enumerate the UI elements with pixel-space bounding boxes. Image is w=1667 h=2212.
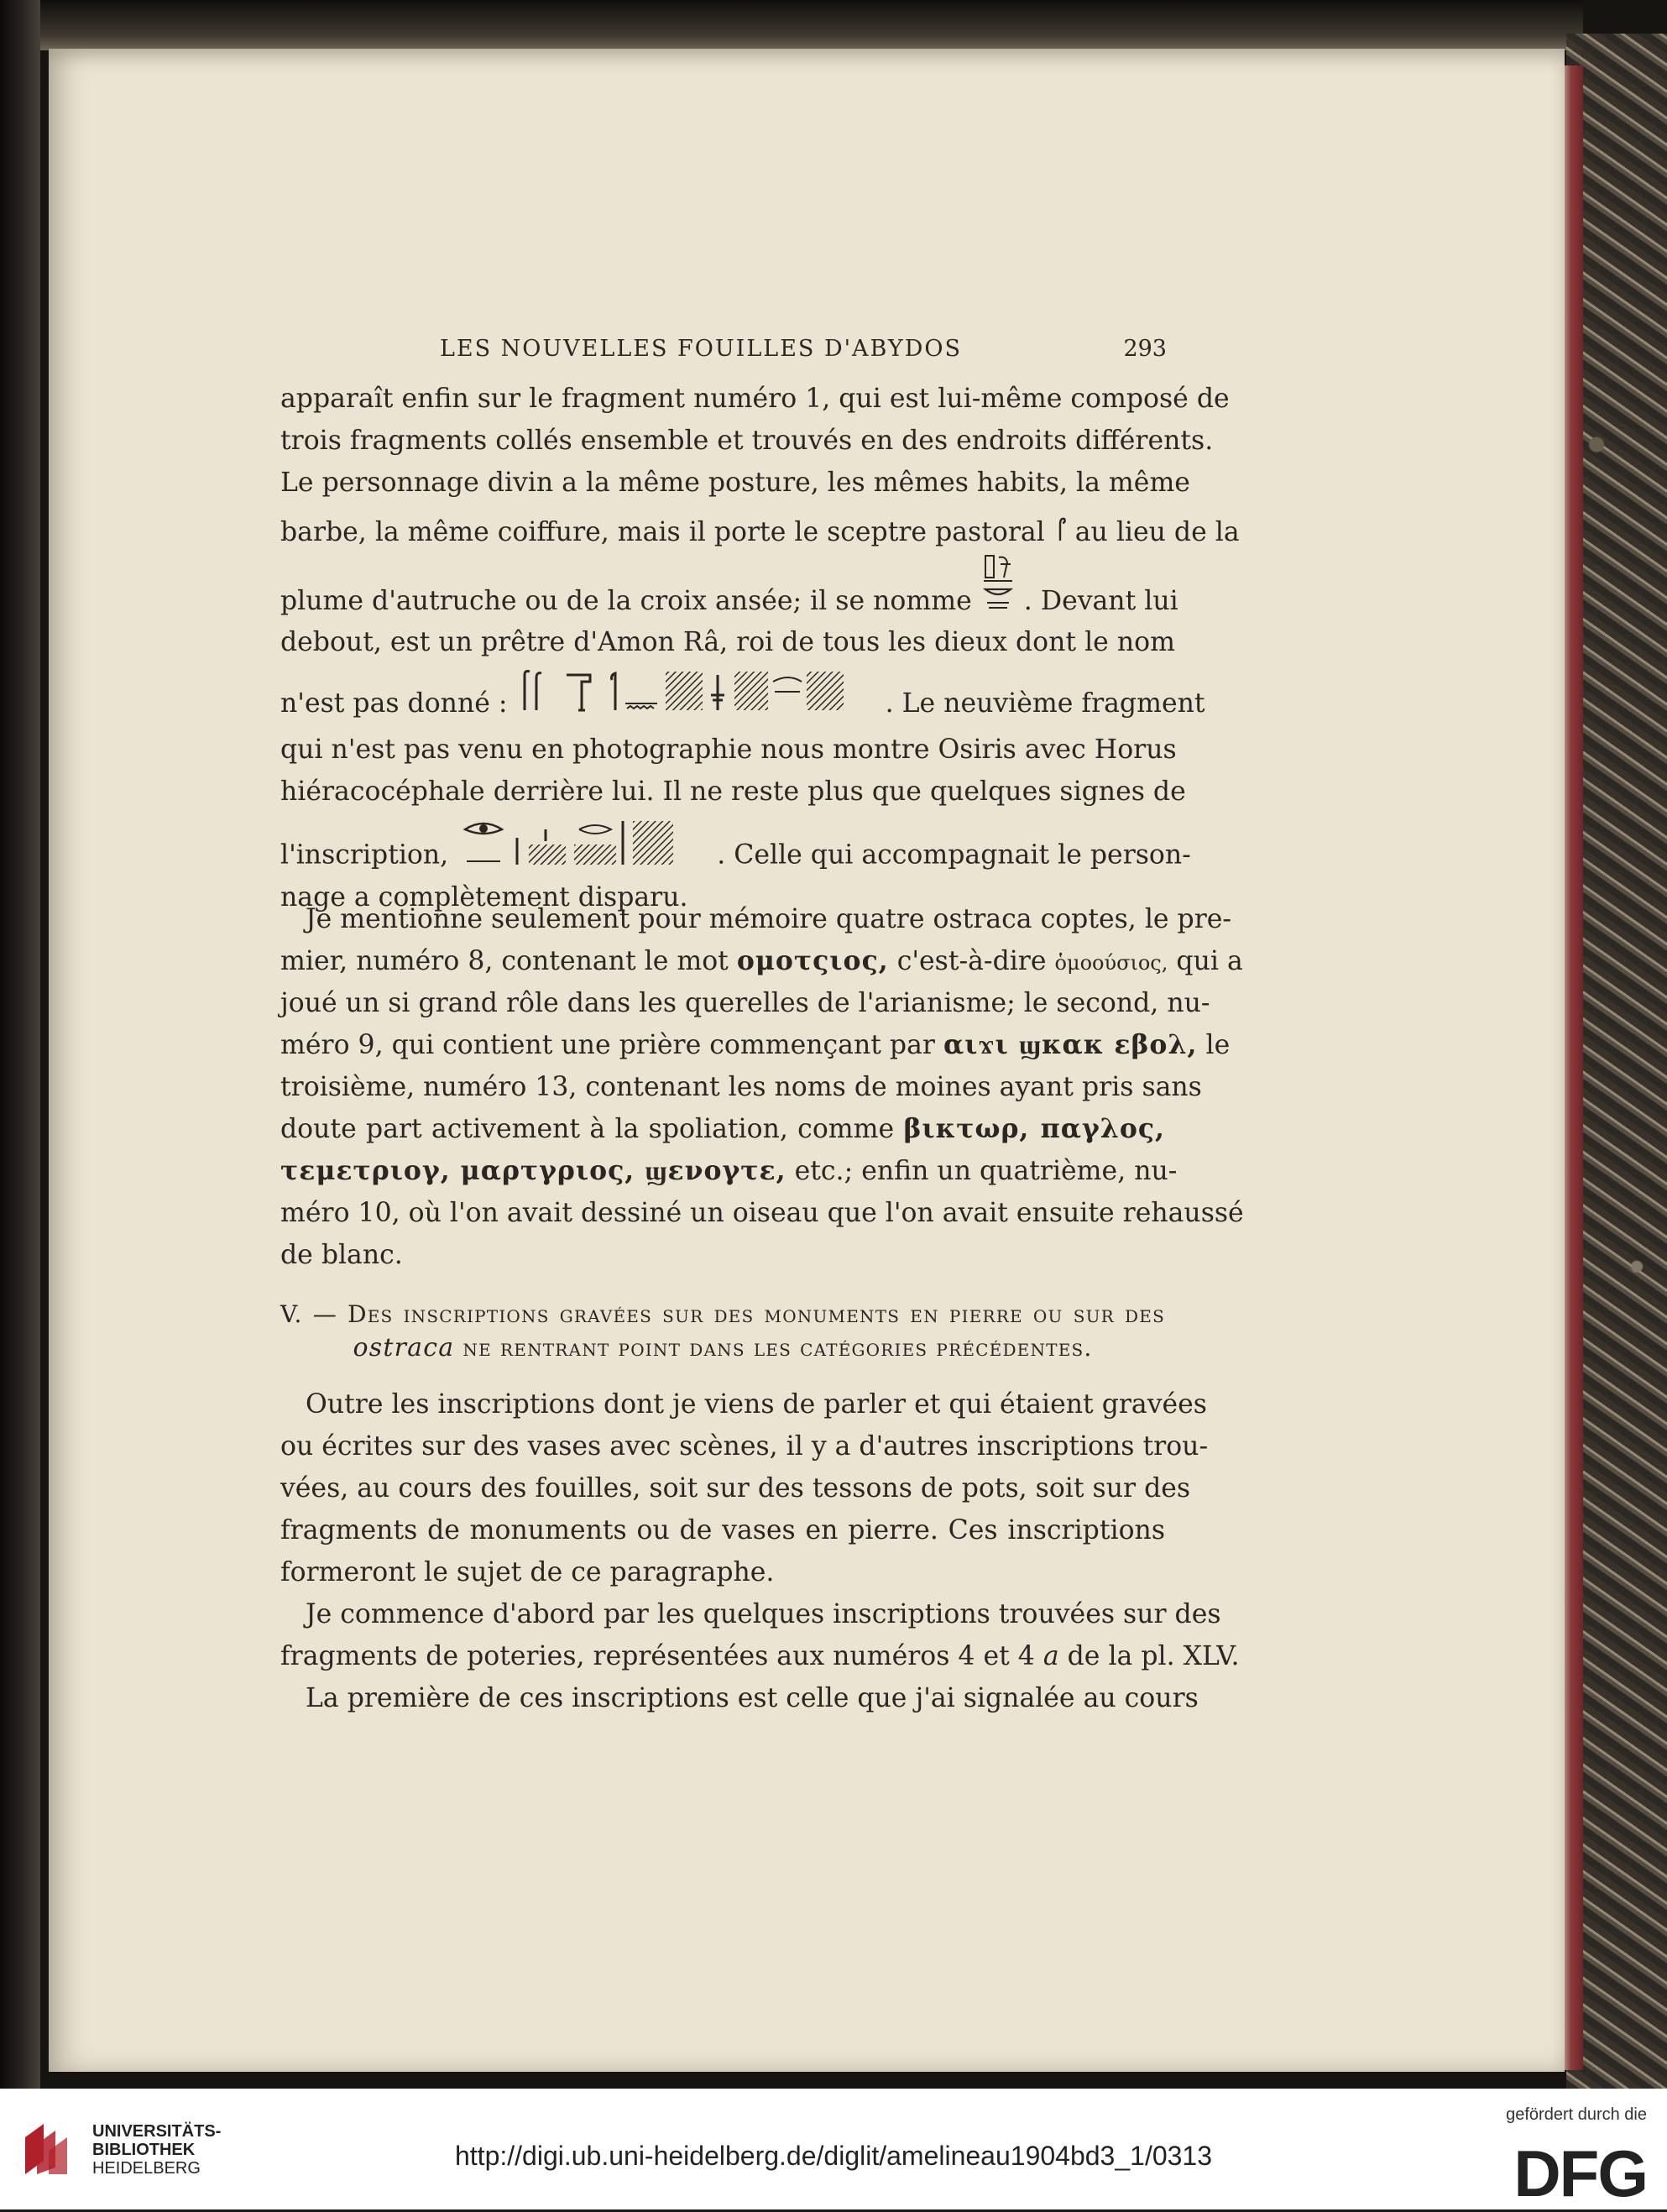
text-line <box>280 940 1243 982</box>
text-line: Je commence d'abord par les quelques inscriptions trouvées sur des <box>306 1599 1221 1629</box>
section-heading-line: V. — Des inscriptions gravées sur des monuments en pierre ou sur des <box>280 1300 1165 1328</box>
book-spine-shadow <box>0 0 40 2089</box>
text-span: mier, numéro 8, contenant le mot <box>280 946 729 976</box>
text-span: etc.; enfin un quatrième, nu- <box>794 1156 1178 1186</box>
text-line: hiéracocéphale derrière lui. Il ne reste plus que quelques signes de <box>280 777 1186 807</box>
section-heading-line <box>280 1331 1165 1365</box>
text-line: fragments de monuments ou de vases en pierre. Ces inscriptions <box>280 1515 1165 1545</box>
text-line: de blanc. <box>280 1240 403 1270</box>
text-span: . Devant lui <box>1023 586 1178 616</box>
text-span: le <box>1205 1030 1231 1060</box>
text-line: trois fragments collés ensemble et trouvés en des endroits différents. <box>280 426 1214 456</box>
text-span: doute part activement à la spoliation, comme <box>280 1114 895 1144</box>
text-line: debout, est un prêtre d'Amon Râ, roi de tous les dieux dont le nom <box>280 627 1175 657</box>
section-heading <box>280 1298 1165 1365</box>
book-top-edge <box>40 0 1583 50</box>
text-line: La première de ces inscriptions est celle que j'ai signalée au cours <box>306 1683 1199 1713</box>
text-span: fragments de poteries, représentées aux numéros 4 et 4 <box>280 1641 1035 1671</box>
library-name-line: UNIVERSITÄTS- <box>92 2122 222 2141</box>
text-line <box>280 504 1240 561</box>
greek-word: ὁμοούσιος, <box>1054 951 1168 975</box>
text-line: méro 10, où l'on avait dessiné un oiseau que l'on avait ensuite rehaussé <box>280 1198 1244 1228</box>
text-line <box>280 1024 1231 1066</box>
text-span: plume d'autruche ou de la croix ansée; il se nomme <box>280 586 972 616</box>
paragraph-1-continued <box>280 554 1205 918</box>
text-line: troisième, numéro 13, contenant les noms de moines ayant pris sans <box>280 1072 1202 1102</box>
text-line: Le personnage divin a la même posture, les mêmes habits, la même <box>280 468 1190 498</box>
paragraph-4 <box>280 1593 1240 1719</box>
text-span: au lieu de la <box>1074 517 1240 547</box>
page-number: 293 <box>1123 336 1167 362</box>
text-span: n'est pas donné : <box>280 688 508 719</box>
library-name-line: HEIDELBERG <box>92 2159 201 2178</box>
text-span: ne rentrant point dans les catégories précédentes. <box>462 1334 1093 1362</box>
text-line: ou écrites sur des vases avec scènes, il y a d'autres inscriptions trou- <box>280 1431 1209 1462</box>
text-line: qui n'est pas venu en photographie nous montre Osiris avec Horus <box>280 735 1177 765</box>
text-line: formeront le sujet de ce paragraphe. <box>280 1557 775 1587</box>
text-line <box>280 1150 1178 1192</box>
italic-letter: a <box>1043 1641 1059 1671</box>
paragraph-2 <box>280 898 1244 1276</box>
running-title: LES NOUVELLES FOUILLES D'ABYDOS <box>439 336 963 362</box>
permalink-url[interactable]: http://digi.ub.uni-heidelberg.de/diglit/amelineau1904bd3_1/0313 <box>454 2141 1213 2171</box>
text-line: Outre les inscriptions dont je viens de parler et qui étaient gravées <box>306 1389 1207 1420</box>
text-span: c'est-à-dire <box>896 946 1047 976</box>
page-stack-edge <box>1563 65 1583 2070</box>
text-span: qui a <box>1176 946 1243 976</box>
italic-term: ostraca <box>353 1333 455 1362</box>
text-span: . Celle qui accompagnait le person- <box>717 839 1191 871</box>
text-line <box>280 1635 1240 1677</box>
text-span: barbe, la même coiffure, mais il porte le sceptre pastoral <box>280 517 1045 547</box>
library-name-line: BIBLIOTHEK <box>92 2141 196 2159</box>
text-line <box>280 1108 1165 1150</box>
coptic-names: τεμετριογ, μαρτγριος, ϣενογτε, <box>280 1155 786 1186</box>
text-line: apparaît enfin sur le fragment numéro 1, qui est lui-même composé de <box>280 384 1230 414</box>
funded-by-label: gefördert durch die <box>1506 2105 1647 2124</box>
text-span: l'inscription, <box>280 839 449 871</box>
dfg-logo[interactable]: DFG <box>1513 2136 1647 2210</box>
text-line <box>280 813 1191 876</box>
paragraph-3 <box>280 1383 1209 1593</box>
text-span: de la pl. XLV. <box>1067 1641 1240 1671</box>
text-line <box>280 663 1205 729</box>
viewer-footer <box>0 2089 1667 2209</box>
text-span: . Le neuvième fragment <box>885 688 1205 719</box>
paragraph-1 <box>280 378 1240 561</box>
running-head <box>235 336 1167 369</box>
text-line: vées, au cours des fouilles, soit sur des tessons de pots, soit sur des <box>280 1473 1191 1503</box>
text-line: nage a complètement disparu. <box>280 882 688 913</box>
coptic-phrase: αιϫι ϣκακ εβολ, <box>943 1029 1198 1060</box>
text-line: Je mentionne seulement pour mémoire quatre ostraca coptes, le pre- <box>306 904 1232 934</box>
text-span: méro 9, qui contient une prière commençant par <box>280 1030 935 1060</box>
coptic-names: βικτωρ, παγλος, <box>903 1113 1165 1144</box>
coptic-word: ομοτςιος, <box>736 945 889 976</box>
text-line: joué un si grand rôle dans les querelles de l'arianisme; le second, nu- <box>280 988 1210 1018</box>
text-line <box>280 554 1178 621</box>
